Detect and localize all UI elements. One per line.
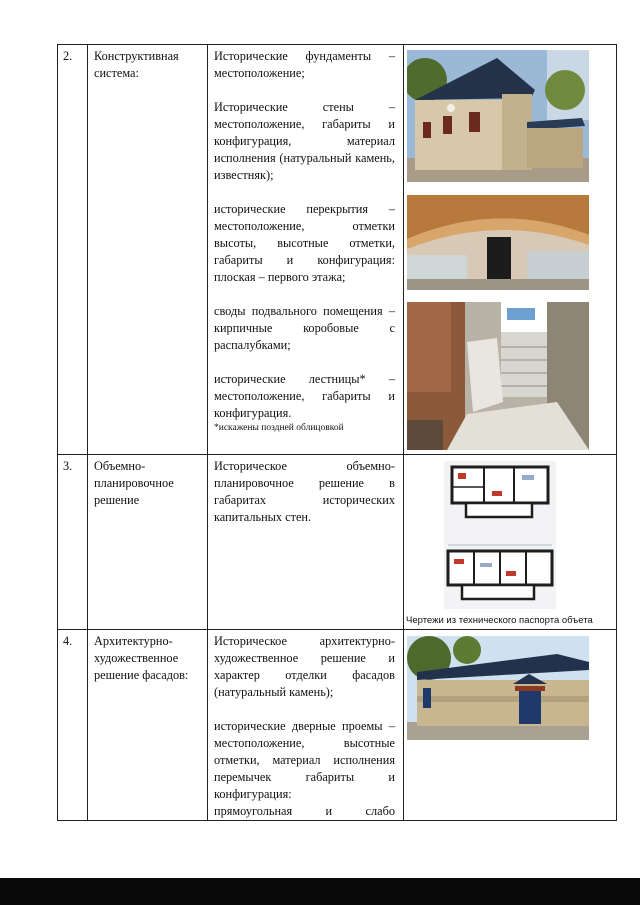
drawings-caption: Чертежи из технического паспорта объета: [406, 615, 593, 626]
footnote: *искажены поздней облицовкой: [214, 423, 344, 433]
staircase-image: [407, 302, 589, 450]
row-name: Архитектурно-художественное решение фасадов:: [94, 634, 189, 682]
heritage-elements-table: [57, 44, 617, 821]
row-images-cell: [404, 45, 617, 455]
description-paragraph: Исторические фундаменты – местоположение;: [214, 49, 395, 80]
row-name-cell: [88, 630, 208, 821]
row-number-cell: [58, 45, 88, 455]
description-paragraph: исторические дверные проемы – местоположение, высотные отметки, материал исполнения перемычек габариты и конфигурация:: [214, 719, 395, 801]
row-description-cell: [208, 45, 404, 455]
row-images-cell: [404, 630, 617, 821]
row-description-cell: [208, 630, 404, 821]
row-name: Конструктивная система:: [94, 49, 179, 80]
basement-vault-photo: [407, 195, 589, 290]
description-paragraph: Историческое архитектурно-художественное решение и характер отделки фасадов (натуральный камень);: [214, 634, 395, 699]
description-paragraph: прямоугольная и слабо: [214, 804, 395, 818]
staircase-photo: [407, 302, 589, 450]
facade-photo: [407, 636, 589, 740]
description-paragraph: Исторические стены – местоположение, габариты и конфигурация, материал исполнения (натуральный камень, известняк);: [214, 100, 395, 182]
floor-plans-drawing: [444, 461, 556, 609]
row-name: Объемно-планировочное решение: [94, 459, 174, 507]
floor-plans-image: [444, 461, 556, 609]
row-number: 3.: [63, 459, 73, 473]
table-row-constructive-system: [58, 45, 617, 455]
row-number: 4.: [63, 634, 73, 648]
row-name-cell: [88, 455, 208, 630]
description-paragraph: исторические лестницы* – местоположение, габариты и конфигурация.: [214, 372, 395, 420]
facade-image: [407, 636, 589, 740]
row-number-cell: [58, 455, 88, 630]
table-row-facade-solution: [58, 630, 617, 821]
description-paragraph: Историческое объемно-планировочное решение в габаритах исторических капитальных стен.: [214, 459, 395, 524]
row-name-cell: [88, 45, 208, 455]
row-number: 2.: [63, 49, 73, 63]
building-exterior-image: [407, 50, 589, 182]
row-images-cell: [404, 455, 617, 630]
description-paragraph: исторические перекрытия – местоположение, отметки высоты, высотные отметки, габариты и конфигурация: плоская – первого этажа;: [214, 202, 395, 284]
scan-bottom-border: [0, 878, 640, 905]
building-exterior-photo: [407, 50, 589, 182]
row-number-cell: [58, 630, 88, 821]
description-paragraph: своды подвального помещения – кирпичные коробовые с распалубками;: [214, 304, 395, 352]
row-description-cell: [208, 455, 404, 630]
basement-vault-image: [407, 195, 589, 290]
table-row-spatial-planning: [58, 455, 617, 630]
